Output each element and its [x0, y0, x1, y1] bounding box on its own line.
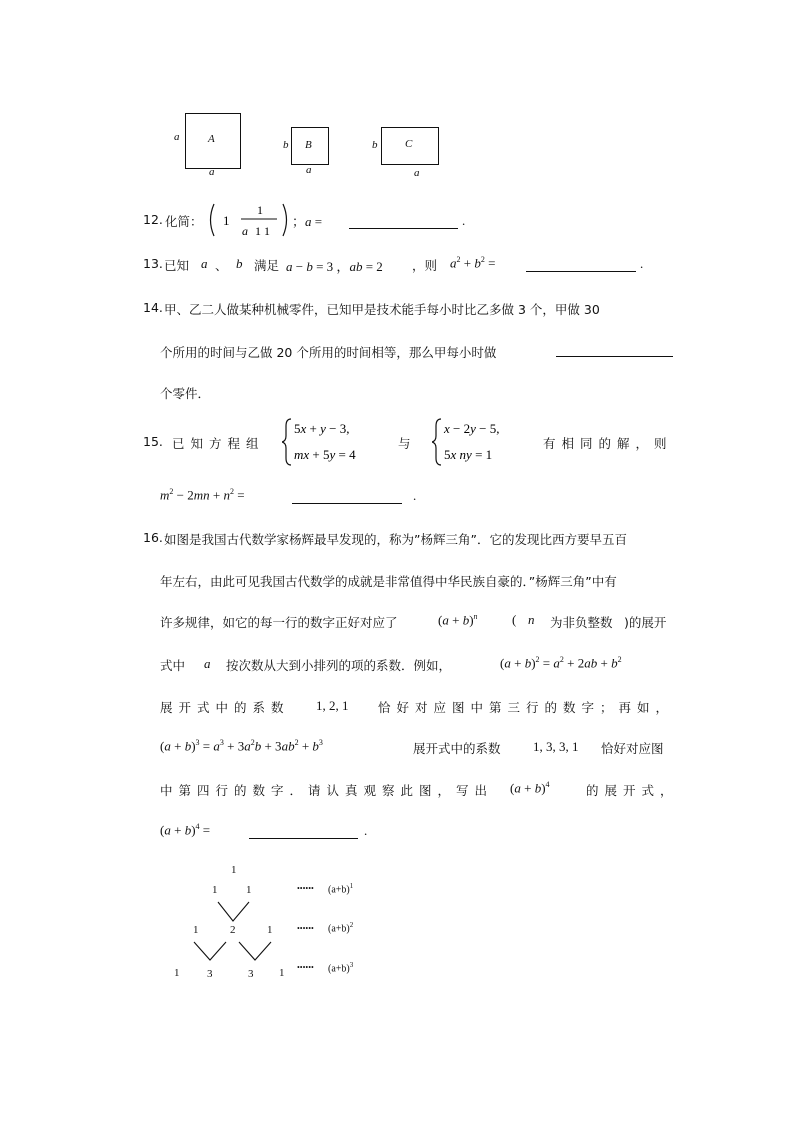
figure-C-side: b [372, 139, 378, 151]
q15-text2: 与 [398, 436, 411, 451]
q13-var-a: a [201, 256, 208, 271]
svg-text:1: 1 [257, 203, 263, 217]
triangle-dots-1: •••••• [297, 884, 314, 893]
figure-A-label: A [208, 133, 215, 145]
triangle-label-1: $(a+b)^1$ [328, 882, 354, 896]
q16-line4-b: 按次数从大到小排列的项的系数．例如， [226, 658, 452, 673]
q14-line1: 甲、乙二人做某种机械零件，已知甲是技术能手每小时比乙多做 3 个，甲做 30 [164, 302, 600, 317]
figure-C-bottom: a [414, 167, 420, 179]
triangle-label-2: $(a+b)^2$ [328, 921, 354, 935]
triangle-label-3: $(a+b)^3$ [328, 961, 354, 975]
q15-text1: 已知方程组 [172, 436, 265, 451]
q16-line4-a: 式中 [160, 658, 186, 673]
figure-A-bottom: a [209, 166, 215, 178]
q15-target: $m^2 - 2mn + n^2$ = [160, 487, 245, 503]
q14-line2: 个所用的时间与乙做 20 个所用的时间相等，那么甲每小时做 [160, 345, 497, 360]
q15-period: . [413, 488, 417, 503]
triangle-row4-n2: 3 [207, 968, 213, 980]
svg-text:a: a [242, 224, 248, 238]
q12-period: . [462, 213, 466, 228]
q16-line5-b: 1, 2, 1 [316, 698, 349, 713]
q16-line6-b: 1, 3, 3, 1 [533, 739, 579, 754]
q16-line6-expr: $(a + b)^3 = a^3 + 3a^2b + 3ab^2 + b^3$ [160, 738, 323, 754]
q16-line4-var-a: a [204, 656, 211, 671]
q16-target: $(a + b)^4$ = [160, 822, 211, 838]
q13-text4: ，则 [412, 258, 438, 273]
q16-line3-d: )的展开 [624, 615, 667, 630]
q12-tail: ；a = [292, 214, 323, 229]
svg-text:5x + y − 3,: 5x + y − 3, [294, 421, 350, 436]
q15-text3: 有相同的解，则 [543, 436, 673, 451]
q16-line1: 如图是我国古代数学家杨辉最早发现的，称为”杨辉三角”．它的发现比西方要早五百 [164, 532, 627, 547]
triangle-row4-n3: 3 [248, 968, 254, 980]
figure-C-label: C [405, 138, 413, 150]
svg-text:5x ny = 1: 5x ny = 1 [444, 447, 493, 462]
triangle-dots-3: •••••• [297, 963, 314, 972]
q13-condition: a − b = 3 ，ab = 2 [286, 259, 383, 274]
svg-text:mx + 5y = 4: mx + 5y = 4 [294, 447, 356, 462]
triangle-row4-n4: 1 [279, 967, 285, 979]
triangle-row3-n2: 2 [230, 924, 236, 936]
q16-line7-b: 的展开式， [586, 783, 679, 798]
q16-line3-a: 许多规律，如它的每一行的数字正好对应了 [160, 615, 398, 630]
svg-text:x − 2y − 5,: x − 2y − 5, [444, 421, 500, 436]
q12-number: 12. [143, 212, 163, 227]
triangle-row3-n1: 1 [193, 924, 199, 936]
q16-line5-c: 恰好对应图中第三行的数字；再如， [378, 700, 675, 715]
q16-line2: 年左右，由此可见我国古代数学的成就是非常值得中华民族自豪的．”杨辉三角”中有 [160, 574, 617, 589]
q13-text3: 满足 [254, 258, 280, 273]
q14-number: 14. [143, 300, 163, 315]
q13-text2: 、 [215, 258, 228, 273]
q13-number: 13. [143, 256, 163, 271]
triangle-row4-n1: 1 [174, 967, 180, 979]
q16-line4-expr: $(a + b)^2 = a^2 + 2ab + b^2$ [500, 655, 622, 671]
q16-period: . [364, 823, 368, 838]
q16-line7-a: 中第四行的数字．请认真观察此图，写出 [160, 783, 494, 798]
q16-line3-c: 为非负整数 [550, 615, 613, 630]
q16-line3-n: n [528, 612, 535, 627]
figure-B-label: B [305, 139, 312, 151]
q13-text1: 已知 [164, 258, 190, 273]
q16-line3-paren: ( [512, 612, 517, 627]
triangle-row3-n3: 1 [267, 924, 273, 936]
q16-number: 16. [143, 530, 163, 545]
q13-target: $a^2 + b^2$ = [450, 255, 496, 271]
figure-B-side: b [283, 139, 289, 151]
q16-line6-c: 恰好对应图 [601, 741, 664, 756]
svg-text:1 1: 1 1 [255, 224, 270, 238]
triangle-row2-n2: 1 [246, 884, 252, 896]
q16-line7-expr: $(a + b)^4$ [510, 780, 550, 796]
triangle-row2-n1: 1 [212, 884, 218, 896]
q13-period: . [640, 256, 644, 271]
figure-A-side: a [174, 131, 180, 143]
q16-line5-a: 展开式中的系数 [160, 700, 290, 715]
svg-text:1: 1 [223, 213, 230, 228]
q13-var-b: b [236, 256, 243, 271]
q16-line6-a: 展开式中的系数 [413, 741, 501, 756]
q14-line3: 个零件． [160, 386, 211, 401]
q12-prompt: 化简： [165, 214, 203, 229]
figure-B-bottom: a [306, 164, 312, 176]
triangle-row1-n1: 1 [231, 864, 237, 876]
q15-number: 15. [143, 434, 163, 449]
q16-line3-expr: $(a + b)^n$ [438, 612, 478, 628]
triangle-dots-2: •••••• [297, 924, 314, 933]
